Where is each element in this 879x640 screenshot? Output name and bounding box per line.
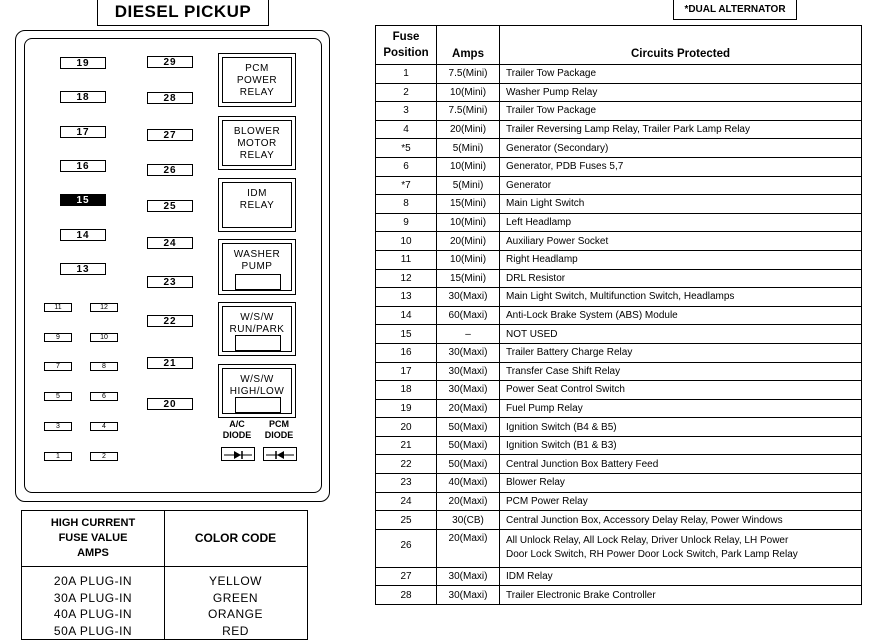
fuse-position: 4 (376, 120, 437, 139)
ac-diode-symbol (221, 447, 255, 461)
fuse-position: 8 (376, 195, 437, 214)
relay-label: W/S/W HIGH/LOW (222, 368, 292, 414)
header-amps: Amps (437, 26, 500, 65)
fuse-position: 3 (376, 102, 437, 121)
fuse-position: 20 (376, 418, 437, 437)
fuse-14: 14 (60, 229, 106, 241)
circuit-protected: Generator (500, 176, 862, 195)
relay-3 (218, 178, 296, 232)
table-row (376, 511, 862, 530)
fuse-amps: 7.5(Mini) (437, 65, 500, 84)
relay-socket (235, 335, 281, 351)
relay-label: BLOWER MOTOR RELAY (222, 120, 292, 166)
mini-fuse-9: 9 (44, 333, 72, 342)
fuse-amps: 30(Maxi) (437, 567, 500, 586)
relay-5 (218, 302, 296, 356)
color-table-header-color: COLOR CODE (194, 531, 277, 545)
circuit-protected: Left Headlamp (500, 213, 862, 232)
fuse-22: 22 (147, 315, 193, 327)
fuse-color: YELLOW (208, 574, 262, 588)
circuit-protected: Ignition Switch (B1 & B3) (500, 436, 862, 455)
circuit-protected: Blower Relay (500, 474, 862, 493)
table-row (376, 529, 862, 567)
fuse-15: 15 (60, 194, 106, 206)
fuse-amps: 20(Maxi) (437, 399, 500, 418)
header-fuse-position: Fuse Position (376, 26, 437, 65)
circuit-protected: Ignition Switch (B4 & B5) (500, 418, 862, 437)
fuse-position: 26 (376, 529, 437, 567)
fuse-position: 16 (376, 343, 437, 362)
fuse-amps: 30(Maxi) (437, 362, 500, 381)
table-row (376, 381, 862, 400)
fuse-position: 10 (376, 232, 437, 251)
circuit-protected: Washer Pump Relay (500, 83, 862, 102)
table-row (376, 83, 862, 102)
fuse-amps: 10(Mini) (437, 157, 500, 176)
table-row (376, 65, 862, 84)
circuit-protected: Central Junction Box, Accessory Delay Relay, Power Windows (500, 511, 862, 530)
table-row (376, 195, 862, 214)
fuse-amps: 5(Mini) (437, 176, 500, 195)
relay-2 (218, 116, 296, 170)
fuse-amps: 30(Maxi) (437, 381, 500, 400)
fuse-19: 19 (60, 57, 106, 69)
circuit-protected: Trailer Reversing Lamp Relay, Trailer Park Lamp Relay (500, 120, 862, 139)
fuse-amps: 7.5(Mini) (437, 102, 500, 121)
table-row (376, 474, 862, 493)
fuse-position: 23 (376, 474, 437, 493)
fuse-position: 1 (376, 65, 437, 84)
fuse-amp-rating: 40A PLUG-IN (53, 607, 133, 621)
fuse-amps: 20(Maxi) (437, 492, 500, 511)
relay-4 (218, 239, 296, 295)
fuse-amps: 10(Mini) (437, 250, 500, 269)
circuit-protected: Main Light Switch (500, 195, 862, 214)
fuse-25: 25 (147, 200, 193, 212)
fuse-amps: 20(Maxi) (437, 529, 500, 567)
color-code-table (21, 510, 308, 640)
circuit-protected: Right Headlamp (500, 250, 862, 269)
fuse-24: 24 (147, 237, 193, 249)
table-row (376, 362, 862, 381)
relay-label: WASHER PUMP (222, 243, 292, 291)
fuse-position: 27 (376, 567, 437, 586)
fuse-amps: 5(Mini) (437, 139, 500, 158)
fuse-position: 2 (376, 83, 437, 102)
fuse-position: 12 (376, 269, 437, 288)
table-row (376, 269, 862, 288)
fuse-position: 6 (376, 157, 437, 176)
fuse-amps: 20(Mini) (437, 120, 500, 139)
fuse-position: 11 (376, 250, 437, 269)
fuse-amps: 30(Maxi) (437, 343, 500, 362)
diode-label: A/C DIODE (222, 419, 252, 440)
table-header-row (376, 26, 862, 65)
fuse-position: 18 (376, 381, 437, 400)
fuse-amps: 60(Maxi) (437, 306, 500, 325)
mini-fuse-6: 6 (90, 392, 118, 401)
circuit-protected: Anti-Lock Brake System (ABS) Module (500, 306, 862, 325)
relay-6 (218, 364, 296, 418)
circuit-protected: PCM Power Relay (500, 492, 862, 511)
table-row (376, 232, 862, 251)
table-body (376, 65, 862, 605)
circuit-protected: Power Seat Control Switch (500, 381, 862, 400)
circuit-protected: Trailer Electronic Brake Controller (500, 586, 862, 605)
circuit-protected: DRL Resistor (500, 269, 862, 288)
circuit-protected: IDM Relay (500, 567, 862, 586)
fuse-amp-rating: 20A PLUG-IN (53, 574, 133, 588)
fuse-color: GREEN (212, 590, 259, 605)
table-row (376, 343, 862, 362)
relay-1 (218, 53, 296, 107)
fuse-amps: – (437, 325, 500, 344)
fuse-amp-rating: 30A PLUG-IN (53, 590, 133, 605)
fuse-21: 21 (147, 357, 193, 369)
table-row (376, 176, 862, 195)
fuse-amps: 30(CB) (437, 511, 500, 530)
circuit-protected: Generator (Secondary) (500, 139, 862, 158)
fuse-position: 14 (376, 306, 437, 325)
relay-label: IDM RELAY (222, 182, 292, 228)
table-row (376, 567, 862, 586)
diagram-title: DIESEL PICKUP (97, 0, 269, 26)
fuse-29: 29 (147, 56, 193, 68)
fuse-amps: 30(Maxi) (437, 288, 500, 307)
fuse-position: 17 (376, 362, 437, 381)
diode-icon (264, 449, 296, 461)
fuse-position: 25 (376, 511, 437, 530)
table-row (376, 250, 862, 269)
fuse-position: *5 (376, 139, 437, 158)
fuse-color: ORANGE (207, 607, 263, 621)
mini-fuse-2: 2 (90, 452, 118, 461)
mini-fuse-11: 11 (44, 303, 72, 312)
fuse-position: 24 (376, 492, 437, 511)
table-row (376, 139, 862, 158)
mini-fuse-4: 4 (90, 422, 118, 431)
table-row (376, 288, 862, 307)
mini-fuse-1: 1 (44, 452, 72, 461)
circuit-protected: Main Light Switch, Multifunction Switch, Headlamps (500, 288, 862, 307)
table-row (376, 102, 862, 121)
diode-icon (222, 449, 254, 461)
mini-fuse-8: 8 (90, 362, 118, 371)
fuse-amps: 30(Maxi) (437, 586, 500, 605)
relay-label: PCM POWER RELAY (222, 57, 292, 103)
table-row (376, 399, 862, 418)
fuse-amps: 20(Mini) (437, 232, 500, 251)
mini-fuse-12: 12 (90, 303, 118, 312)
fuse-20: 20 (147, 398, 193, 410)
table-row (376, 418, 862, 437)
fuse-position: 13 (376, 288, 437, 307)
fuse-amps: 50(Maxi) (437, 436, 500, 455)
table-row (376, 455, 862, 474)
fuse-position: 9 (376, 213, 437, 232)
circuit-protected: Auxiliary Power Socket (500, 232, 862, 251)
mini-fuse-10: 10 (90, 333, 118, 342)
fuse-27: 27 (147, 129, 193, 141)
fuse-13: 13 (60, 263, 106, 275)
mini-fuse-3: 3 (44, 422, 72, 431)
mini-fuse-7: 7 (44, 362, 72, 371)
pcm-diode-symbol (263, 447, 297, 461)
fuse-17: 17 (60, 126, 106, 138)
circuit-protected: Transfer Case Shift Relay (500, 362, 862, 381)
table-row (376, 586, 862, 605)
fuse-position: 21 (376, 436, 437, 455)
mini-fuse-5: 5 (44, 392, 72, 401)
fuse-position: 28 (376, 586, 437, 605)
fuse-amps: 10(Mini) (437, 83, 500, 102)
table-row (376, 120, 862, 139)
fuse-26: 26 (147, 164, 193, 176)
fuse-amps: 10(Mini) (437, 213, 500, 232)
fuse-amps: 50(Maxi) (437, 455, 500, 474)
table-row (376, 157, 862, 176)
header-divider (22, 566, 307, 567)
fuse-amps: 40(Maxi) (437, 474, 500, 493)
circuit-protected: NOT USED (500, 325, 862, 344)
table-row (376, 492, 862, 511)
fuse-position: *7 (376, 176, 437, 195)
fuse-16: 16 (60, 160, 106, 172)
fuse-28: 28 (147, 92, 193, 104)
fuse-amp-rating: 50A PLUG-IN (53, 623, 133, 638)
relay-label: W/S/W RUN/PARK (222, 306, 292, 352)
fuse-position: 22 (376, 455, 437, 474)
header-circuits-protected: Circuits Protected (500, 26, 862, 65)
table-row (376, 306, 862, 325)
circuit-protected: All Unlock Relay, All Lock Relay, Driver Unlock Relay, LH Power Door Lock Switch, RH Power Door Lock Switch, Park Lamp Relay (500, 529, 862, 567)
table-row (376, 325, 862, 344)
fuse-23: 23 (147, 276, 193, 288)
fuse-position: 15 (376, 325, 437, 344)
fuse-amps: 15(Mini) (437, 195, 500, 214)
circuit-protected: Trailer Tow Package (500, 102, 862, 121)
relay-socket (235, 397, 281, 413)
fuse-amps: 15(Mini) (437, 269, 500, 288)
fuse-18: 18 (60, 91, 106, 103)
fuse-amps: 50(Maxi) (437, 418, 500, 437)
fuse-color: RED (222, 623, 249, 638)
circuit-protected: Trailer Battery Charge Relay (500, 343, 862, 362)
table-row (376, 213, 862, 232)
circuit-protected: Generator, PDB Fuses 5,7 (500, 157, 862, 176)
color-table-header-amps: HIGH CURRENT FUSE VALUE AMPS (50, 517, 136, 559)
table-row (376, 436, 862, 455)
dual-alternator-note: *DUAL ALTERNATOR (673, 0, 797, 20)
circuit-protected: Trailer Tow Package (500, 65, 862, 84)
relay-socket (235, 274, 281, 290)
diode-label: PCM DIODE (264, 419, 294, 440)
fuse-circuit-table (375, 25, 862, 605)
circuit-protected: Central Junction Box Battery Feed (500, 455, 862, 474)
fuse-position: 19 (376, 399, 437, 418)
circuit-protected: Fuel Pump Relay (500, 399, 862, 418)
